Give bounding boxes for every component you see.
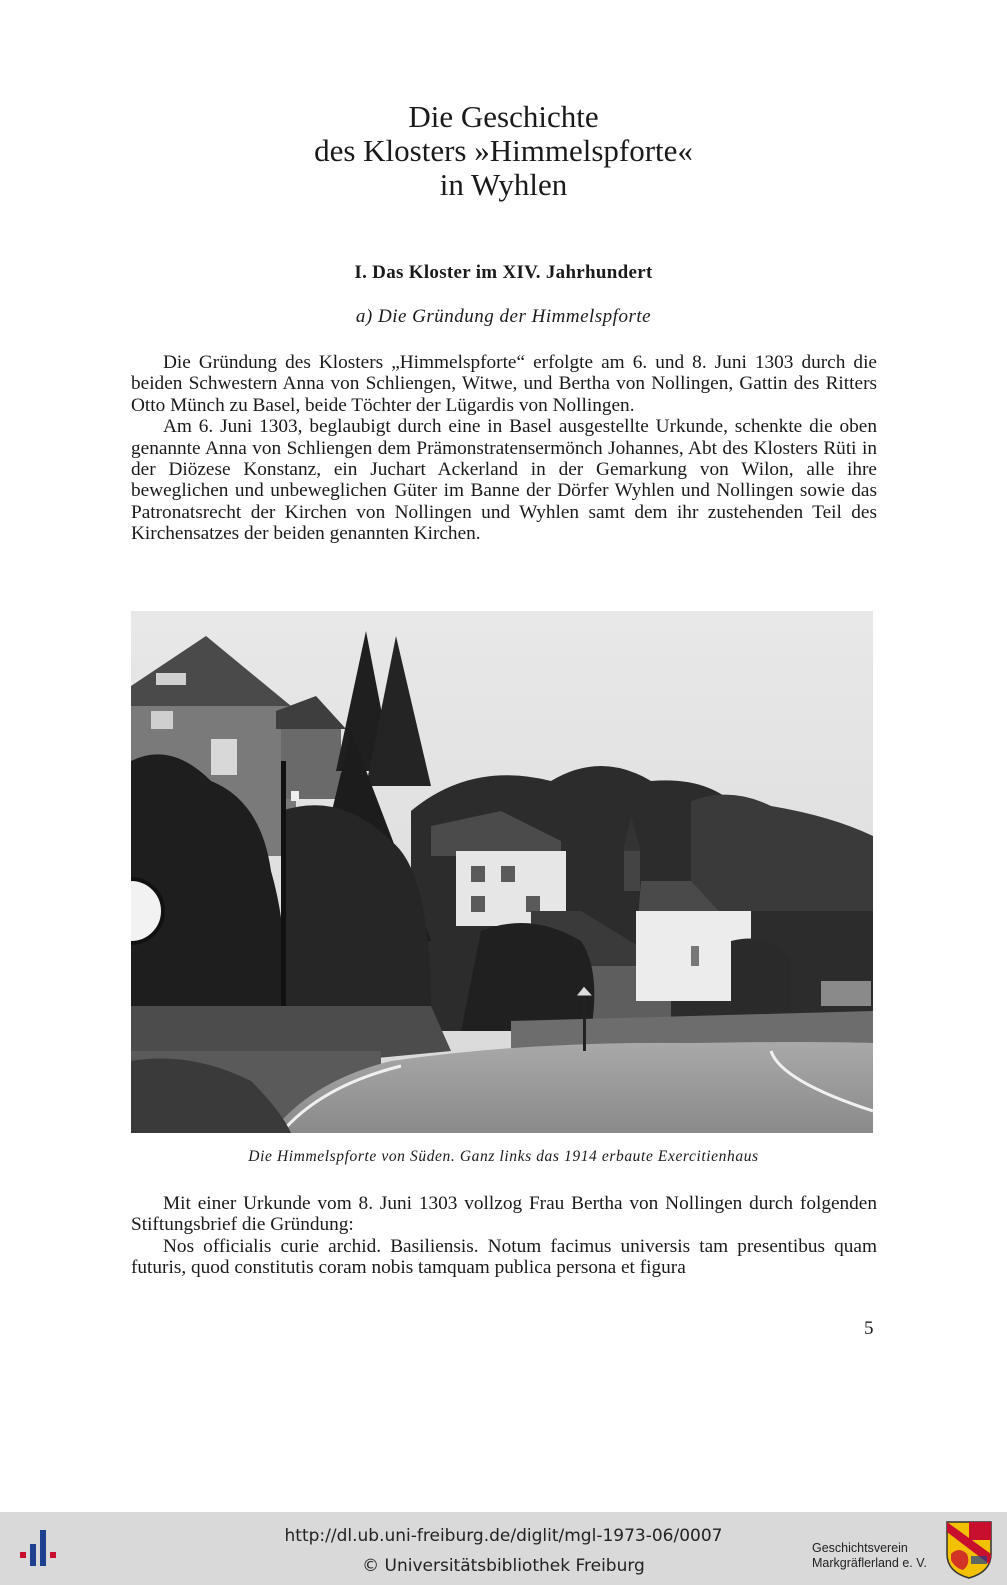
markgraeflerland-crest-icon	[945, 1520, 993, 1580]
title-line-3: in Wyhlen	[439, 167, 568, 202]
org-name-line-1: Geschichtsverein	[812, 1541, 908, 1555]
body-text-after-image	[131, 1193, 877, 1279]
subsection-heading: a) Die Gründung der Himmelspforte	[355, 306, 652, 327]
body-text-before-image	[131, 352, 877, 545]
paragraph: Am 6. Juni 1303, beglaubigt durch eine in Basel ausgestellte Urkunde, schenkte die oben genannte Anna von Schliengen dem Prämonstratensermönch Johannes, Abt des Klosters Rüti in der Diözese Konstanz, ein Juchart Ackerland in der Gemarkung von Wilon, alle ihre beweglichen und unbeweglichen Güter im Banne der Dörfer Wyhlen und Nollingen sowie das Patronatsrecht der Kirchen von Nollingen und Wyhlen samt dem ihr zustehenden Teil des Kirchensatzes der beiden genannten Kirchen.	[131, 416, 877, 545]
title-line-1: Die Geschichte	[408, 99, 599, 134]
footer-organization	[812, 1541, 942, 1571]
page-number: 5	[864, 1318, 874, 1339]
paragraph: Nos officialis curie archid. Basiliensis. Notum facimus universis tam presentibus quam futuris, quod constitutis coram nobis tamquam publica persona et figura	[131, 1235, 877, 1279]
image-caption: Die Himmelspforte von Süden. Ganz links das 1914 erbaute Exercitienhaus	[248, 1148, 759, 1165]
paragraph: Die Gründung des Klosters „Himmelspforte“ erfolgte am 6. und 8. Juni 1303 durch die beiden Schwestern Anna von Schliengen, Witwe, und Bertha von Nollingen, Gattin des Ritters Otto Münch zu Basel, beide Töchter der Lügardis von Nollingen.	[131, 352, 877, 416]
section-heading: I. Das Kloster im XIV. Jahrhundert	[354, 262, 653, 283]
monastery-photo	[131, 611, 873, 1133]
paragraph: Mit einer Urkunde vom 8. Juni 1303 vollzog Frau Bertha von Nollingen durch folgenden Stiftungsbrief die Gründung:	[131, 1193, 877, 1236]
footer-copyright: © Universitätsbibliothek Freiburg	[362, 1556, 645, 1576]
page-title	[0, 100, 1007, 202]
title-line-2: des Klosters »Himmelspforte«	[314, 133, 693, 168]
org-name-line-2: Markgräflerland e. V.	[812, 1556, 927, 1570]
footer-url-link[interactable]: http://dl.ub.uni-freiburg.de/diglit/mgl-1973-06/0007	[284, 1526, 723, 1546]
